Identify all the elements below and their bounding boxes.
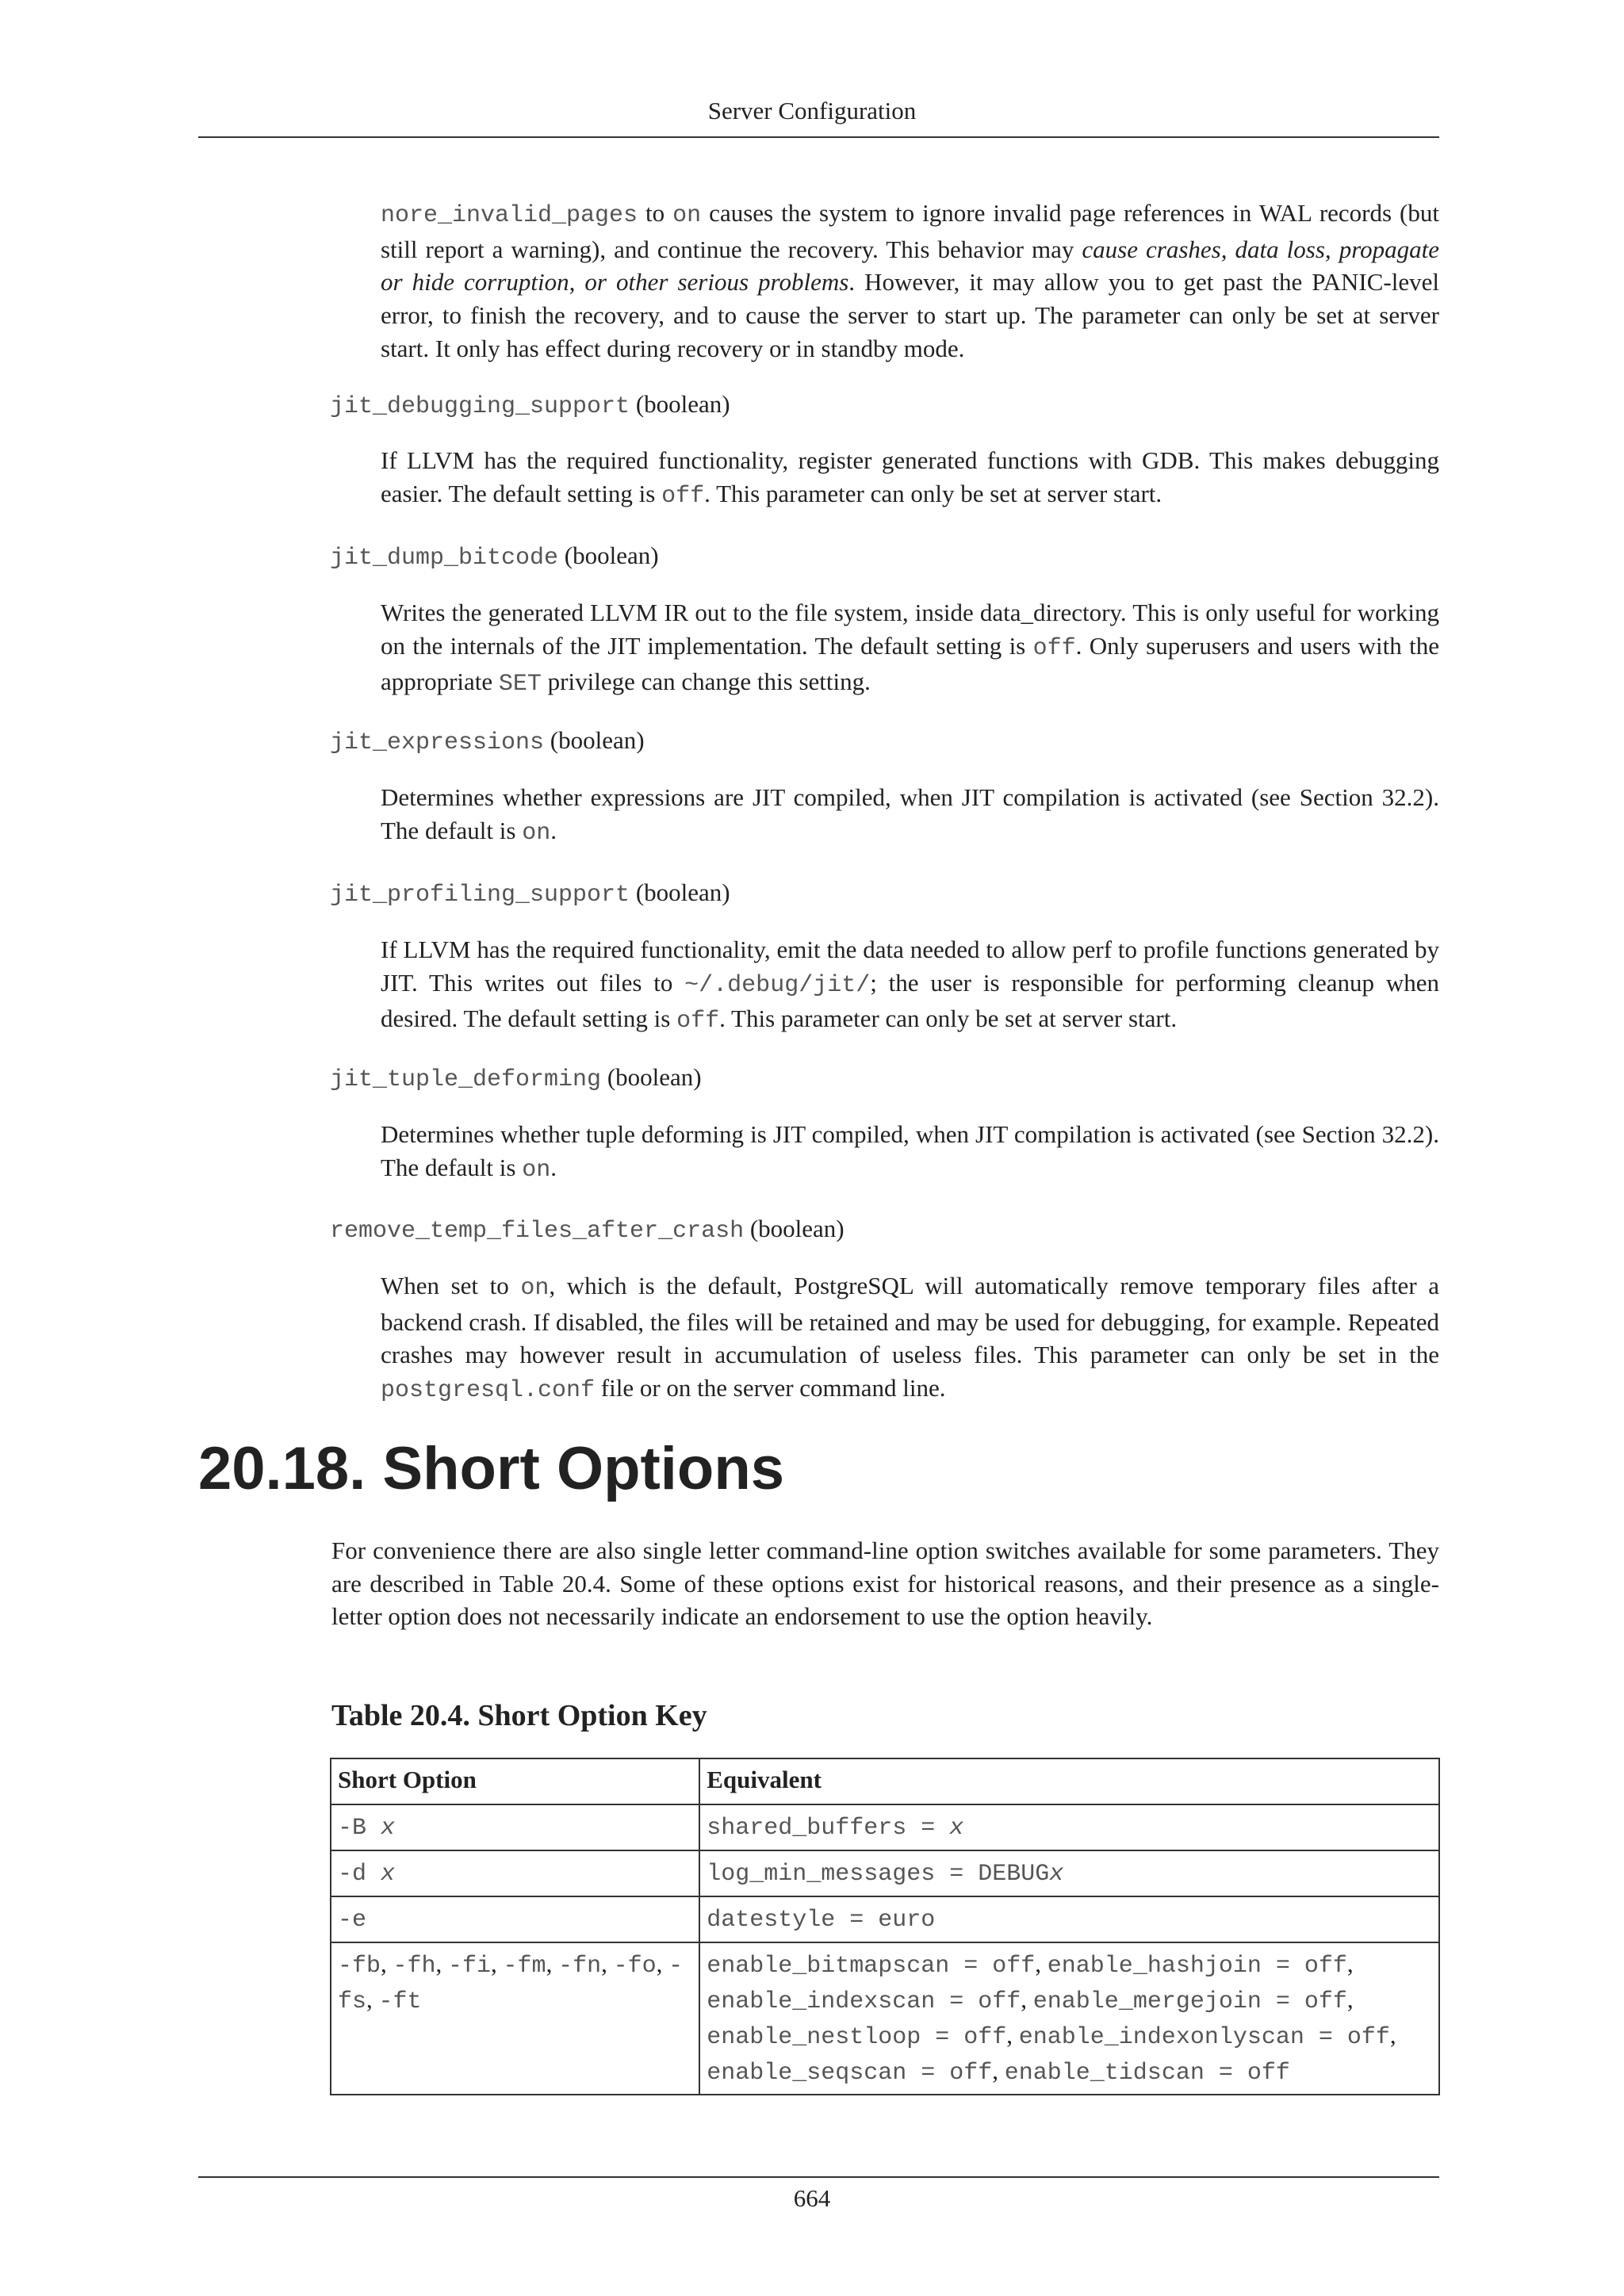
inline-code: enable_hashjoin = off <box>1047 1953 1347 1980</box>
text-run: , <box>1389 2021 1396 2049</box>
text-run: , <box>435 1950 449 1977</box>
inline-code: SET <box>498 671 542 698</box>
inline-code: on <box>672 202 702 229</box>
table-row <box>331 1804 1439 1850</box>
param-description <box>381 1118 1439 1187</box>
text-run: Determines whether tuple deforming is JIT compiled, when JIT compilation is activated (see Section 32.2). The default is <box>381 1120 1439 1181</box>
equivalent-cell <box>699 1942 1439 2095</box>
replaceable-code: x <box>381 1861 396 1888</box>
inline-code: log_min_messages = DEBUG <box>707 1861 1050 1888</box>
text-run: , <box>1021 1985 1033 2013</box>
param-term <box>330 388 730 423</box>
equivalent-cell <box>699 1850 1439 1896</box>
short-option-cell <box>331 1942 699 2095</box>
inline-code: -fm <box>503 1953 546 1980</box>
text-run: Determines whether expressions are JIT compiled, when JIT compilation is activated (see Section 32.2). The default is <box>381 783 1439 844</box>
text-run: . <box>550 816 557 844</box>
text-run: , <box>601 1950 614 1977</box>
short-option-cell <box>331 1850 699 1896</box>
param-term <box>330 1213 845 1247</box>
inline-code: enable_tidscan = off <box>1004 2060 1290 2087</box>
param-type: (boolean) <box>635 878 730 906</box>
text-run: When set to <box>381 1272 521 1299</box>
text-run: , <box>1346 1985 1354 2013</box>
text-run: . This parameter can only be set at server start. <box>704 479 1162 507</box>
inline-code: -d <box>338 1861 381 1888</box>
inline-code: -e <box>338 1907 367 1934</box>
inline-code: -ft <box>378 1988 422 2015</box>
inline-code: enable_indexonlyscan = off <box>1018 2024 1390 2051</box>
short-option-cell <box>331 1896 699 1942</box>
text-run: , <box>992 2057 1005 2084</box>
param-name: jit_profiling_support <box>330 882 630 909</box>
text-run: Writes the generated LLVM IR out to the file system, inside data_directory. This is only useful for working on the internals of the JIT implementation. The default setting is <box>381 599 1439 660</box>
inline-code: off <box>1032 634 1076 662</box>
inline-code: enable_nestloop = off <box>707 2024 1007 2051</box>
param-type: (boolean) <box>550 726 645 754</box>
param-name: jit_dump_bitcode <box>330 545 559 572</box>
param-type: (boolean) <box>749 1215 845 1242</box>
column-header: Equivalent <box>699 1758 1439 1804</box>
param-name: jit_debugging_support <box>330 393 630 420</box>
table-header-row <box>331 1758 1439 1804</box>
inline-code: off <box>676 1008 720 1035</box>
table-caption: Table 20.4. Short Option Key <box>331 1699 707 1732</box>
inline-code: -fo <box>613 1953 657 1980</box>
text-run: If LLVM has the required functionality, emit the data needed to allow perf to profile functions generated by JIT. This writes out files to <box>381 936 1439 997</box>
text-run: , <box>1006 2021 1019 2049</box>
param-name: jit_tuple_deforming <box>330 1066 602 1093</box>
table-row <box>331 1850 1439 1896</box>
table-row <box>331 1942 1439 2095</box>
table-body <box>331 1804 1439 2095</box>
emphasis: cause crashes, data loss, propagate or hide corruption, or other serious problems <box>381 235 1439 297</box>
footer-rule <box>198 2176 1439 2178</box>
equivalent-cell <box>699 1896 1439 1942</box>
text-run: , <box>1035 1950 1048 1977</box>
page-number: 664 <box>793 2184 831 2212</box>
param-description <box>381 781 1439 850</box>
inline-code: -B <box>338 1815 381 1842</box>
inline-code: nore_invalid_pages <box>381 202 638 229</box>
inline-code: enable_mergejoin = off <box>1032 1988 1347 2015</box>
param-description <box>381 596 1439 702</box>
text-run: file or on the server command line. <box>595 1374 946 1402</box>
inline-code: postgresql.conf <box>381 1377 596 1405</box>
inline-code: enable_bitmapscan = off <box>707 1953 1036 1980</box>
param-term <box>330 540 659 574</box>
text-run: , <box>381 1950 393 1977</box>
section-paragraph: For convenience there are also single letter command-line option switches available for some parameters. They are described in Table 20.4. Some of these options exist for historical reasons, and their presence as a single-letter option does not necessarily indicate an endorsement to use the option heavily. <box>331 1536 1439 1631</box>
text-run: , <box>366 1985 379 2013</box>
short-option-table <box>330 1758 1440 2095</box>
inline-code: on <box>522 819 551 847</box>
text-run: . <box>550 1153 557 1181</box>
text-run: privilege can change this setting. <box>541 668 871 696</box>
inline-code: on <box>522 1156 551 1184</box>
param-term <box>330 1062 702 1096</box>
text-run: , which is the default, PostgreSQL will automatically remove temporary files after a backend crash. If disabled, the files will be retained and may be used for debugging, for example. Repeated crashes may however result in accumulation of useless files. This parameter can only be set in the <box>381 1272 1439 1369</box>
intro-paragraph: nore_invalid_pages to on causes the system to ignore invalid page references in WAL records (but still report a warning), and continue the recovery. This behavior may cause crashes, data loss, propagate or hide corruption, or other serious problems. However, it may allow you to get past the PANIC-level error, to finish the recovery, and to cause the server to start up. The parameter can only be set at server start. It only has effect during recovery or in standby mode. <box>381 199 1439 362</box>
inline-code: -fi <box>448 1953 492 1980</box>
text-run: , <box>656 1950 669 1977</box>
inline-code: off <box>661 482 705 510</box>
header-rule <box>198 136 1439 138</box>
text-run: , <box>1346 1950 1354 1977</box>
running-header: Server Configuration <box>707 97 917 124</box>
param-description <box>381 444 1439 513</box>
param-name: remove_temp_files_after_crash <box>330 1218 745 1245</box>
section-heading: 20.18. Short Options <box>198 1435 785 1502</box>
equivalent-cell <box>699 1804 1439 1850</box>
inline-code: datestyle = euro <box>707 1907 936 1934</box>
text-run: , <box>546 1950 559 1977</box>
text-run: . This parameter can only be set at server start. <box>719 1004 1178 1033</box>
text-run: If LLVM has the required functionality, register generated functions with GDB. This makes debugging easier. The default setting is <box>381 446 1439 507</box>
inline-code: -fh <box>393 1953 436 1980</box>
column-header: Short Option <box>331 1758 699 1804</box>
text-run: . Only superusers and users with the appropriate <box>381 631 1440 696</box>
inline-code: -fb <box>338 1953 381 1980</box>
inline-code: enable_seqscan = off <box>707 2060 993 2087</box>
param-description <box>381 933 1439 1039</box>
replaceable-code: x <box>949 1815 964 1842</box>
inline-code: ~/.debug/jit/ <box>684 971 871 999</box>
replaceable-code: x <box>381 1815 396 1842</box>
text-run: , <box>491 1950 504 1977</box>
inline-code: shared_buffers = <box>707 1815 950 1842</box>
inline-code: -fn <box>558 1953 602 1980</box>
param-term <box>330 877 730 911</box>
inline-code: enable_indexscan = off <box>707 1988 1021 2015</box>
param-term <box>330 725 645 759</box>
replaceable-code: x <box>1049 1861 1064 1888</box>
param-type: (boolean) <box>564 541 659 569</box>
param-description <box>381 1269 1439 1408</box>
short-option-cell <box>331 1804 699 1850</box>
param-name: jit_expressions <box>330 729 545 756</box>
inline-code: on <box>520 1275 550 1302</box>
text-run: ; the user is responsible for performing cleanup when desired. The default setting is <box>381 968 1439 1033</box>
param-type: (boolean) <box>635 390 730 418</box>
param-type: (boolean) <box>607 1063 702 1091</box>
inline-code: -fs <box>338 1953 684 2015</box>
table-row <box>331 1896 1439 1942</box>
